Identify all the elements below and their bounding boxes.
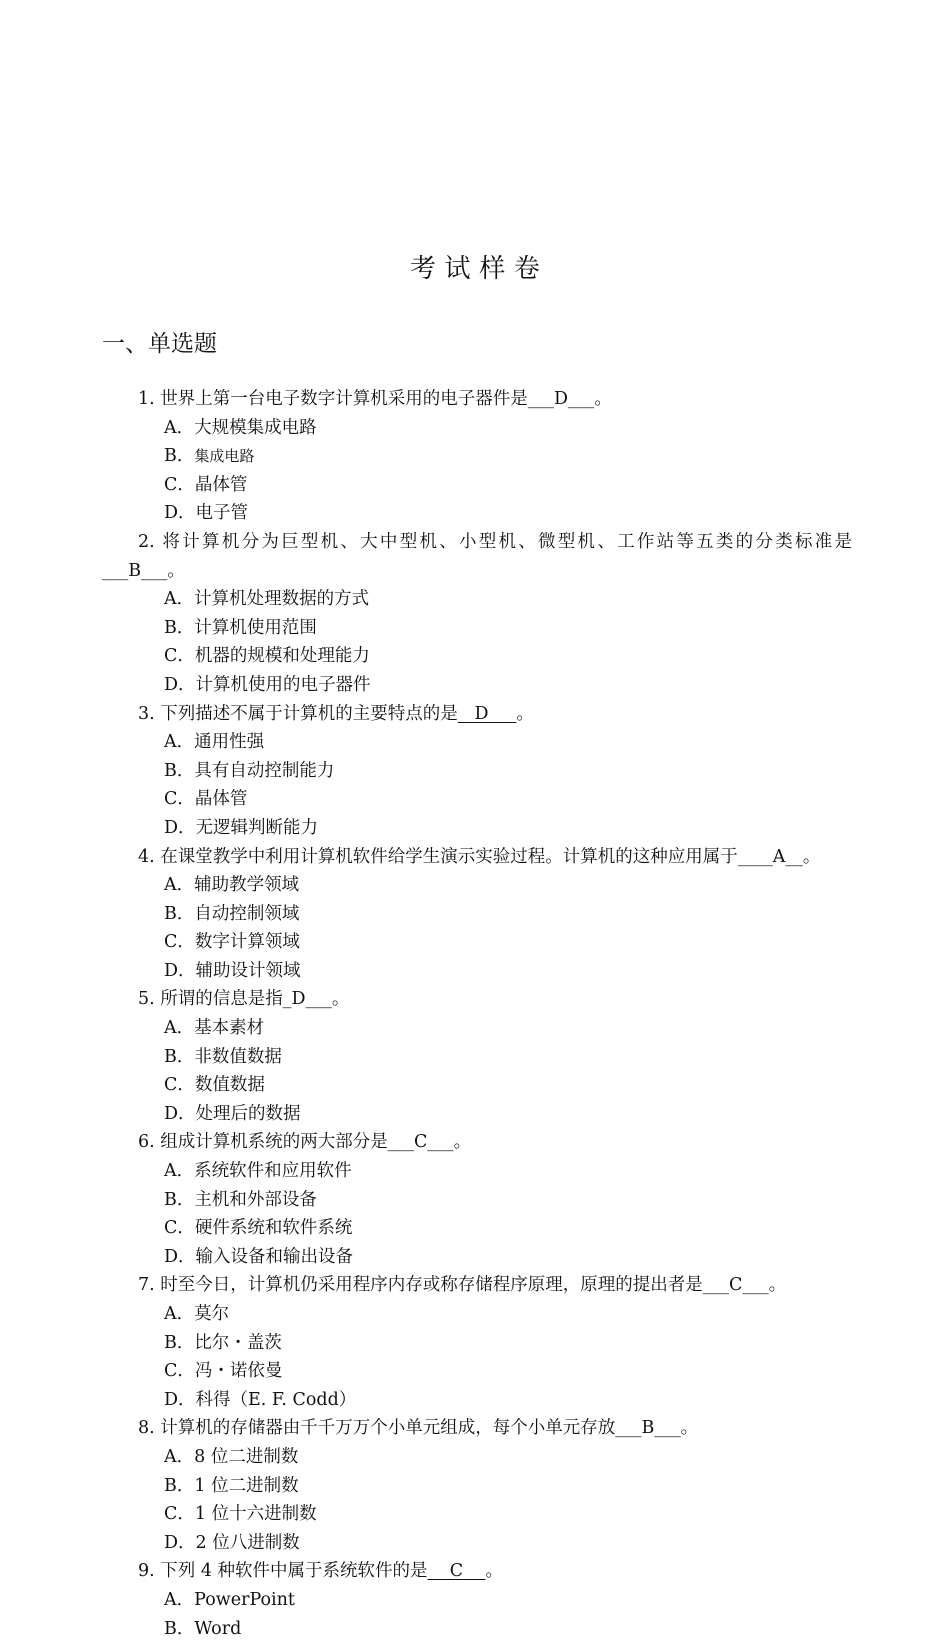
question-answer: D — [457, 703, 517, 724]
question-answer: ___D___ — [527, 389, 595, 409]
question-5-options — [102, 1014, 852, 1128]
question-answer: ___B___ — [102, 560, 168, 581]
question-text: 将计算机分为巨型机、大中型机、小型机、微型机、工作站等五类的分类标准是 — [162, 531, 852, 552]
question-text: 所谓的信息是指 — [160, 989, 283, 1010]
question-number: 2. — [138, 531, 155, 552]
option-a: A．辅助教学领域 — [164, 875, 300, 896]
question-5: 5. 所谓的信息是指_D___。 — [138, 989, 350, 1010]
option-b: B．比尔・盖茨 — [164, 1332, 282, 1353]
question-3: 3. 下列描述不属于计算机的主要特点的是 D 。 — [138, 703, 534, 724]
question-3-options — [102, 728, 852, 842]
question-list — [102, 385, 852, 1643]
option-d: D．电子管 — [164, 503, 249, 524]
question-6: 6. 组成计算机系统的两大部分是___C___。 — [138, 1132, 472, 1153]
option-d: D．处理后的数据 — [164, 1103, 301, 1124]
document-title: 考 试 样 卷 — [409, 254, 541, 284]
option-c: C．1 位十六进制数 — [164, 1504, 317, 1525]
option-a: A．大规模集成电路 — [164, 417, 317, 438]
question-1-options — [102, 414, 852, 528]
question-7-options — [102, 1300, 852, 1414]
option-a: A．莫尔 — [164, 1304, 230, 1324]
question-text: 计算机的存储器由千千万万个小单元组成，每个小单元存放 — [160, 1418, 616, 1439]
option-b: B．主机和外部设备 — [164, 1189, 317, 1210]
option-a: A．计算机处理数据的方式 — [164, 589, 370, 610]
option-b: B．自动控制领域 — [164, 903, 300, 924]
option-c: C．晶体管 — [164, 789, 248, 810]
question-9-options — [102, 1586, 852, 1643]
option-d: D．辅助设计领域 — [164, 960, 301, 981]
question-number: 8. — [138, 1418, 155, 1439]
question-text: 组成计算机系统的两大部分是 — [160, 1132, 388, 1153]
question-answer: _D___ — [282, 989, 332, 1010]
question-number: 6. — [138, 1132, 155, 1153]
option-c: C．硬件系统和软件系统 — [164, 1218, 353, 1239]
question-number: 4. — [138, 846, 155, 867]
option-c: C．机器的规模和处理能力 — [164, 646, 370, 667]
question-answer: ____A__ — [737, 846, 803, 867]
section-heading: 一、单选题 — [102, 331, 217, 357]
option-b: B．集成电路 — [164, 446, 255, 467]
question-8: 8. 计算机的存储器由千千万万个小单元组成，每个小单元存放___B___。 — [138, 1418, 699, 1439]
question-text: 时至今日，计算机仍采用程序内存或称存储程序原理，原理的提出者是 — [160, 1275, 703, 1296]
question-number: 5. — [138, 989, 155, 1010]
question-answer: ___C___ — [702, 1275, 769, 1296]
question-text: 世界上第一台电子数字计算机采用的电子器件是 — [160, 389, 528, 409]
question-4-options — [102, 871, 852, 985]
option-a: A．通用性强 — [164, 732, 265, 753]
question-4: 4. 在课堂教学中利用计算机软件给学生演示实验过程。计算机的这种应用属于____A__。 — [138, 846, 821, 867]
question-2-options — [102, 585, 852, 699]
question-number: 9. — [138, 1561, 155, 1582]
option-a: A．PowerPoint — [164, 1589, 295, 1610]
option-b: B．1 位二进制数 — [164, 1475, 299, 1496]
option-b: B．具有自动控制能力 — [164, 760, 335, 781]
option-b: B．计算机使用范围 — [164, 617, 317, 638]
option-d: D．计算机使用的电子器件 — [164, 674, 371, 695]
option-b: B．Word — [164, 1618, 242, 1639]
question-answer: C — [427, 1561, 486, 1582]
option-a: A．系统软件和应用软件 — [164, 1161, 352, 1182]
option-c: C．冯・诺依曼 — [164, 1361, 283, 1382]
option-c: C．晶体管 — [164, 474, 248, 495]
question-text: 下列 4 种软件中属于系统软件的是 — [160, 1561, 428, 1582]
option-c: C．数字计算领域 — [164, 932, 300, 953]
option-d: D．输入设备和输出设备 — [164, 1246, 354, 1267]
question-answer: ___C___ — [387, 1132, 454, 1153]
option-d: D．2 位八进制数 — [164, 1532, 300, 1553]
question-number: 3. — [138, 703, 155, 724]
option-c: C．数值数据 — [164, 1075, 265, 1096]
question-7: 7. 时至今日，计算机仍采用程序内存或称存储程序原理，原理的提出者是___C___。 — [138, 1275, 787, 1296]
question-8-options — [102, 1443, 852, 1557]
option-b: B．非数值数据 — [164, 1046, 282, 1067]
question-number: 1. — [138, 389, 155, 409]
question-answer: ___B___ — [615, 1418, 681, 1439]
option-d: D．科得（E. F. Codd） — [164, 1389, 357, 1410]
question-text: 下列描述不属于计算机的主要特点的是 — [160, 703, 458, 724]
question-2: 2. 将计算机分为巨型机、大中型机、小型机、微型机、工作站等五类的分类标准是___B___。 — [102, 531, 852, 581]
question-text: 在课堂教学中利用计算机软件给学生演示实验过程。计算机的这种应用属于 — [160, 846, 738, 867]
option-a: A．基本素材 — [164, 1018, 265, 1039]
question-1: 1. 世界上第一台电子数字计算机采用的电子器件是___D___。 — [138, 389, 612, 409]
option-a: A．8 位二进制数 — [164, 1446, 299, 1467]
question-9: 9. 下列 4 种软件中属于系统软件的是 C 。 — [138, 1561, 503, 1582]
question-number: 7. — [138, 1275, 155, 1296]
option-d: D．无逻辑判断能力 — [164, 817, 319, 838]
question-6-options — [102, 1157, 852, 1271]
